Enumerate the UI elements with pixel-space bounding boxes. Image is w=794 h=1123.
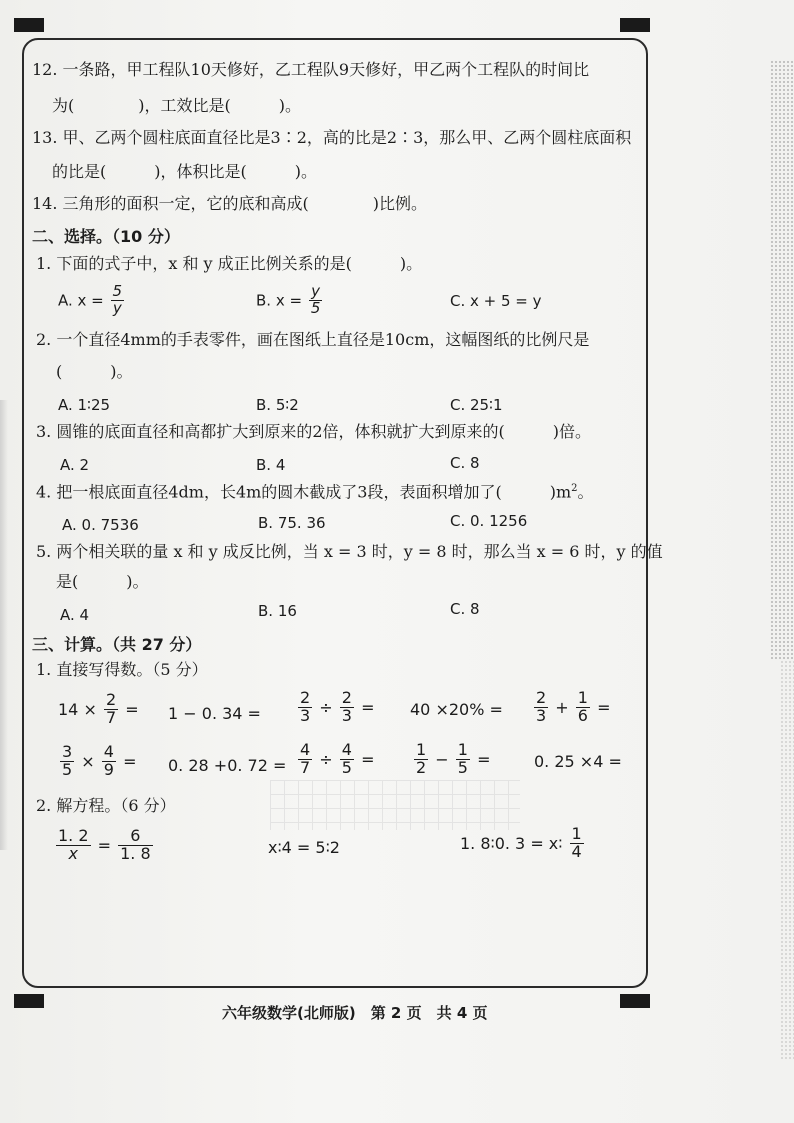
choice-5-option-a: A. 4 <box>60 606 90 624</box>
question-12-line1: 12. 一条路，甲工程队10天修好，乙工程队9天修好，甲乙两个工程队的时间比 <box>32 60 590 79</box>
choice-1-option-a: A. x = $\frac{5}{y}$ <box>58 282 123 317</box>
choice-2-option-a: A. 1∶25 <box>58 396 111 414</box>
choice-2-stem: 2. 一个直径4mm的手表零件，画在图纸上直径是10cm，这幅图纸的比例尺是 <box>36 330 590 349</box>
choice-2-stem-2: ( )。 <box>56 362 133 381</box>
calc-r1-c4: 40 ×20% = <box>410 700 503 719</box>
choice-3-option-b: B. 4 <box>256 456 286 474</box>
registration-mark <box>14 18 44 32</box>
calc-r1-c5: $\frac{2}{3}$ + $\frac{1}{6}$ = <box>536 688 611 725</box>
choice-3-stem: 3. 圆锥的底面直径和高都扩大到原来的2倍，体积就扩大到原来的( )倍。 <box>36 422 592 441</box>
calc-r2-c4: $\frac{1}{2}$ − $\frac{1}{5}$ = <box>416 740 491 777</box>
choice-2-option-c: C. 25∶1 <box>450 396 503 414</box>
registration-mark <box>620 994 650 1008</box>
calc-r2-c5: 0. 25 ×4 = <box>534 752 622 771</box>
registration-mark <box>14 994 44 1008</box>
scan-shadow <box>0 400 8 850</box>
choice-5-stem-2: 是( )。 <box>56 572 149 591</box>
calc-r1-c2: 1 − 0. 34 = <box>168 704 261 723</box>
calc-r1-c3: $\frac{2}{3}$ ÷ $\frac{2}{3}$ = <box>300 688 375 725</box>
calc-r2-c1: $\frac{3}{5}$ × $\frac{4}{9}$ = <box>62 742 137 779</box>
choice-5-option-c: C. 8 <box>450 600 480 618</box>
choice-1-option-c: C. x + 5 = y <box>450 292 542 310</box>
equation-3: 1. 8∶0. 3 = x∶ $\frac{1}{4}$ <box>460 824 582 861</box>
choice-1-option-b: B. x = $\frac{y}{5}$ <box>256 282 321 317</box>
choice-5-stem: 5. 两个相关联的量 x 和 y 成反比例，当 x = 3 时，y = 8 时，那么当 x = 6 时，y 的值 <box>36 542 663 561</box>
equation-1: $\frac{1. 2}{x}$ = $\frac{6}{1. 8}$ <box>58 826 151 863</box>
choice-2-option-b: B. 5∶2 <box>256 396 299 414</box>
choice-4-stem: 4. 把一根底面直径4dm，长4m的圆木截成了3段，表面积增加了( )$m^2$。 <box>36 482 594 502</box>
question-13-line1: 13. 甲、乙两个圆柱底面直径比是3∶2，高的比是2∶3，那么甲、乙两个圆柱底面积 <box>32 128 632 147</box>
equation-2: x∶4 = 5∶2 <box>268 838 340 857</box>
choice-1-stem: 1. 下面的式子中，x 和 y 成正比例关系的是( )。 <box>36 254 423 273</box>
calc-subtitle-1: 1. 直接写得数。（5 分） <box>36 660 208 679</box>
calc-r1-c1: 14 × $\frac{2}{7}$ = <box>58 690 139 727</box>
section-3-title: 三、计算。（共 27 分） <box>32 635 202 654</box>
scan-dot-strip <box>770 60 794 660</box>
question-13-line2: 的比是( )，体积比是( )。 <box>52 162 317 181</box>
calc-r2-c2: 0. 28 +0. 72 = <box>168 756 287 775</box>
choice-5-option-b: B. 16 <box>258 602 297 620</box>
section-2-title: 二、选择。（10 分） <box>32 227 180 246</box>
choice-4-option-b: B. 75. 36 <box>258 514 326 532</box>
choice-4-option-c: C. 0. 1256 <box>450 512 528 530</box>
scan-dot-strip <box>780 660 794 1060</box>
question-12-line2: 为( )，工效比是( )。 <box>52 96 301 115</box>
registration-mark <box>620 18 650 32</box>
calc-r2-c3: $\frac{4}{7}$ ÷ $\frac{4}{5}$ = <box>300 740 375 777</box>
choice-3-option-a: A. 2 <box>60 456 90 474</box>
calc-subtitle-2: 2. 解方程。（6 分） <box>36 796 176 815</box>
question-14: 14. 三角形的面积一定，它的底和高成( )比例。 <box>32 194 428 213</box>
choice-4-option-a: A. 0. 7536 <box>62 516 139 534</box>
choice-3-option-c: C. 8 <box>450 454 480 472</box>
page-footer: 六年级数学(北师版) 第 2 页 共 4 页 <box>222 1004 488 1022</box>
